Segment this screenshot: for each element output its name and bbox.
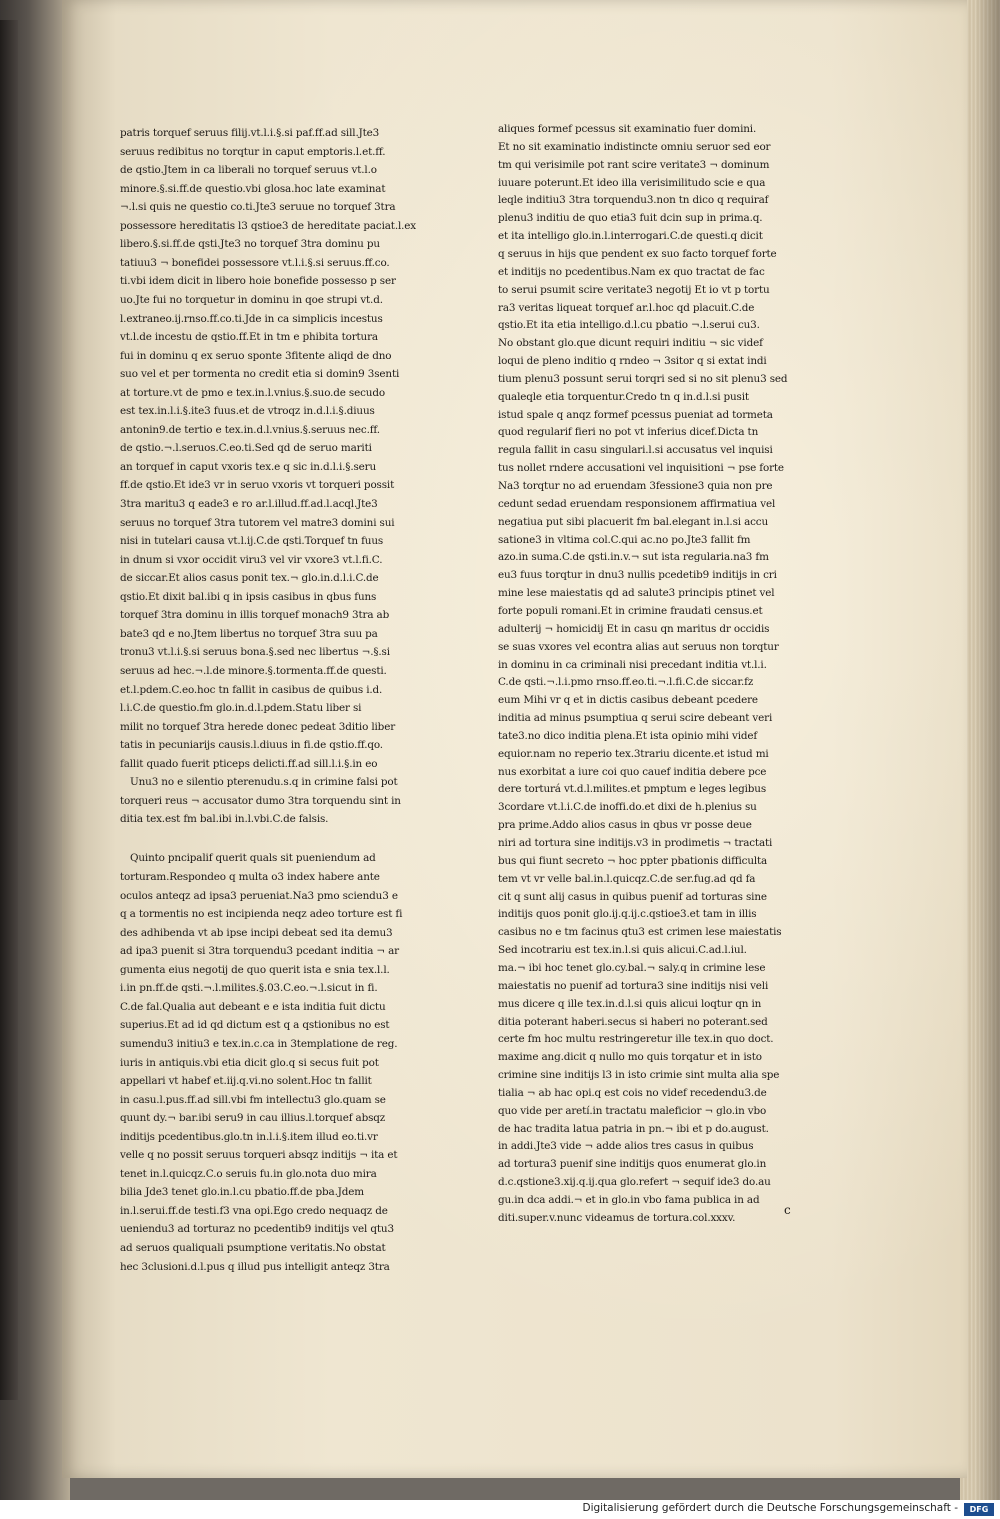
text-line: des adhibenda vt ab ipse incipi debeat sed ita demu3 [120, 926, 393, 939]
text-line: fallit quado fuerit pticeps delicti.ff.ad sill.l.i.§.in eo [120, 757, 378, 770]
text-line: eu3 fuus torqtur in dnu3 nullis pcedetib9 inditijs in cri [498, 569, 777, 582]
text-line: leqle inditiu3 3tra torquendu3.non tn dico q requiraf [498, 194, 769, 207]
text-line: equior.nam no reperio tex.3trariu dicente.et istud mi [498, 747, 769, 760]
text-line: l.extraneo.ij.rnso.ff.co.ti.Jde in ca simplicis incestus [120, 312, 383, 325]
folio-signature-mark: c [784, 1203, 791, 1217]
text-line: in.l.serui.ff.de testi.f3 vna opi.Ego credo nequaqz de [120, 1204, 388, 1217]
text-line: l.i.C.de questio.fm glo.in.d.l.pdem.Statu liber si [120, 702, 362, 715]
text-line: dere torturá vt.d.l.milites.et pmptum e leges legibus [498, 783, 767, 796]
text-line: de siccar.Et alios casus ponit tex.¬ glo.in.d.l.i.C.de [120, 572, 379, 585]
text-line: tatis in pecuniarijs causis.l.diuus in fi.de qstio.ff.qo. [120, 739, 383, 752]
text-line: patris torquef seruus filij.vt.l.i.§.si paf.ff.ad sill.Jte3 [120, 127, 380, 139]
text-line: et ita intelligo glo.in.l.interrogari.C.de questi.q dicit [498, 230, 763, 243]
funding-credit: Digitalisierung gefördert durch die Deutsche Forschungsgemeinschaft - [582, 1502, 958, 1514]
text-line: regula fallit in casu singulari.l.si accusatus vel inquisi [498, 444, 773, 457]
text-line: qstio.Et ita etia intelligo.d.l.cu pbatio ¬.l.serui cu3. [498, 319, 760, 332]
text-line: diti.super.v.nunc videamus de tortura.col.xxxv. [498, 1211, 736, 1224]
text-line: d.c.qstione3.xij.q.ij.qua glo.refert ¬ sequif ide3 do.au [498, 1176, 771, 1189]
text-line: appellari vt habef et.iij.q.vi.no solent.Hoc tn fallit [120, 1075, 372, 1088]
text-line: in casu.l.pus.ff.ad sill.vbi fm intellectu3 glo.quam se [120, 1093, 386, 1106]
text-line: bate3 qd e no.Jtem libertus no torquef 3tra suu pa [120, 627, 378, 640]
text-line: ¬.l.si quis ne questio co.ti.Jte3 seruue no torquef 3tra [120, 201, 396, 214]
text-line: de hac tradita latua patria in pn.¬ ibi et p do.august. [498, 1122, 769, 1135]
text-line: maiestatis no puenif ad tortura3 sine inditijs nisi veli [498, 979, 769, 992]
text-line: niri ad tortura sine inditijs.v3 in prodimetis ¬ tractati [498, 837, 773, 849]
text-line: in dominu in ca criminali nisi precedant inditia vt.l.i. [498, 658, 767, 671]
text-line: satione3 in vltima col.C.qui ac.no po.Jte3 fallit fm [498, 533, 751, 546]
text-line: maxime ang.dicit q nullo mo quis torqatur et in isto [498, 1051, 762, 1064]
text-line: Unu3 no e silentio pterenudu.s.q in crimine falsi pot [130, 776, 398, 789]
text-line: minore.§.si.ff.de questio.vbi glosa.hoc late examinat [120, 182, 386, 195]
text-line: C.de fal.Qualia aut debeant e e ista inditia fuit dictu [120, 1000, 386, 1013]
text-line: tate3.no dico inditia plena.Et ista opinio mihi videf [498, 729, 758, 742]
text-line: velle q no possit seruus torqueri absqz inditijs ¬ ita et [120, 1149, 398, 1162]
text-line: ueniendu3 ad torturaz no pcedentib9 inditijs vel qtu3 [120, 1223, 394, 1236]
text-line: plenu3 inditiu de quo etia3 fuit dcin sup in prima.q. [498, 212, 763, 225]
text-line: tatiuu3 ¬ bonefidei possessore vt.l.i.§.si seruus.ff.co. [120, 256, 390, 269]
text-line: qualeqle etia torquentur.Credo tn q in.d.l.si pusit [498, 390, 749, 403]
text-line: eum Mihi vr q et in dictis casibus debeant pcedere [498, 694, 758, 707]
text-line: cit q sunt alij casus in quibus puenif ad torturas sine [498, 890, 767, 903]
text-line: se suas vxores vel econtra alias aut seruus non torqtur [498, 640, 779, 653]
text-line: q a tormentis no est incipienda neqz adeo torture est fi [120, 908, 403, 921]
dfg-logo-icon: DFG [964, 1503, 994, 1516]
text-line: at torture.vt de pmo e tex.in.l.vnius.§.suo.de secudo [120, 386, 385, 399]
text-line: de qstio.¬.l.seruos.C.eo.ti.Sed qd de seruo mariti [120, 442, 372, 455]
text-line: ma.¬ ibi hoc tenet glo.cy.bal.¬ saly.q in crimine lese [498, 961, 766, 974]
text-line: No obstant glo.que dicunt requiri inditiu ¬ sic videf [498, 337, 763, 350]
text-line: seruus no torquef 3tra tutorem vel matre3 domini sui [120, 516, 395, 529]
text-line: loqui de pleno inditio q rndeo ¬ 3sitor q si extat indi [498, 355, 767, 368]
text-line: bus qui fiunt secreto ¬ hoc ppter pbationis difficulta [498, 854, 768, 867]
text-line: tus nollet rndere accusationi vel inquisitioni ¬ pse forte [498, 462, 784, 475]
text-line: inditijs pcedentibus.glo.tn in.l.i.§.item illud eo.ti.vr [120, 1130, 378, 1143]
text-line: iuris in antiquis.vbi etia dicit glo.q si secus fuit pot [120, 1056, 379, 1069]
text-line: torturam.Respondeo q multa o3 index habere ante [120, 871, 380, 883]
text-line: iuuare poterunt.Et ideo illa verisimilitudo scie e qua [498, 176, 766, 189]
text-line: crimine sine inditijs l3 in isto crimie sint multa alia spe [498, 1069, 780, 1082]
text-line: suo vel et per tormenta no credit etia si domin9 3senti [120, 368, 400, 381]
text-line: tialia ¬ ab hac opi.q est cois no videf recedendu3.de [498, 1086, 767, 1099]
text-line: adulterij ¬ homicidij Et in casu qn maritus dr occidis [498, 622, 770, 635]
text-line: ff.de qstio.Et ide3 vr in seruo vxoris vt torqueri possit [120, 479, 395, 492]
text-line: 3tra maritu3 q eade3 e ro ar.l.illud.ff.ad.l.acql.Jte3 [120, 498, 378, 510]
text-line: ad ipa3 puenit si 3tra torquendu3 pcedant inditia ¬ ar [120, 945, 399, 958]
text-line: aliques formef pcessus sit examinatio fuer domini. [498, 123, 757, 135]
text-line: inditijs quos ponit glo.ij.q.ij.c.qstioe3.et tam in illis [498, 908, 757, 921]
text-line: oculos anteqz ad ipsa3 perueniat.Na3 pmo sciendu3 e [120, 889, 398, 902]
text-line: tium plenu3 possunt serui torqri sed si no sit plenu3 sed [498, 372, 788, 385]
text-line: de qstio.Jtem in ca liberali no torquef seruus vt.l.o [120, 164, 377, 177]
text-line: est tex.in.l.i.§.ite3 fuus.et de vtroqz in.d.l.i.§.diuus [120, 405, 375, 418]
text-line: bilia Jde3 tenet glo.in.l.cu pbatio.ff.de pba.Jdem [120, 1186, 364, 1199]
text-line: tm qui verisimile pot rant scire veritate3 ¬ dominum [498, 158, 770, 171]
book-page [62, 0, 967, 1478]
page-stack-shadow [975, 0, 1000, 1500]
text-line: casibus no e tm facinus qtu3 est crimen lese maiestatis [498, 926, 782, 939]
text-line: libero.§.si.ff.de qsti.Jte3 no torquef 3tra dominu pu [120, 238, 380, 251]
text-line: Quinto pncipalif querit quals sit pueniendum ad [130, 852, 376, 865]
text-line: gu.in dca addi.¬ et in glo.in vbo fama publica in ad [498, 1194, 760, 1206]
text-line: azo.in suma.C.de qsti.in.v.¬ sut ista regularia.na3 fm [498, 551, 769, 564]
text-line: sumendu3 initiu3 e tex.in.c.ca in 3templatione de reg. [120, 1037, 398, 1050]
text-line: q seruus in hijs que pendent ex suo facto torquef forte [498, 247, 777, 260]
text-line: fui in dominu q ex seruo sponte 3fitente aliqd de dno [120, 349, 392, 362]
text-line: superius.Et ad id qd dictum est q a qstionibus no est [120, 1019, 390, 1032]
text-line: Sed incotrariu est tex.in.l.si quis alicui.C.ad.l.iul. [498, 944, 747, 957]
text-line: Na3 torqtur no ad eruendam 3fessione3 quia non pre [498, 480, 773, 492]
text-line: in addi.Jte3 vide ¬ adde alios tres casus in quibus [498, 1140, 754, 1153]
text-line: tronu3 vt.l.i.§.si seruus bona.§.sed nec libertus ¬.§.si [120, 646, 390, 659]
text-line: ad tortura3 puenif sine inditijs quos enumerat glo.in [498, 1158, 767, 1171]
text-line: ra3 veritas liqueat torquef ar.l.hoc qd placuit.C.de [498, 301, 755, 314]
text-line: pra prime.Addo alios casus in qbus vr posse deue [498, 819, 752, 832]
text-line: et.l.pdem.C.eo.hoc tn fallit in casibus de quibus i.d. [120, 683, 383, 696]
text-line: seruus redibitus no torqtur in caput emptoris.l.et.ff. [120, 145, 386, 158]
text-line [120, 831, 515, 849]
text-line: istud spale q anqz formef pcessus pueniat ad tormeta [498, 408, 773, 421]
book-spine [0, 20, 18, 1400]
text-line: seruus ad hec.¬.l.de minore.§.tormenta.ff.de questi. [120, 664, 387, 677]
footer-bar [0, 1500, 1000, 1519]
text-line: certe fm hoc multu restringeretur ille tex.in quo doct. [498, 1033, 774, 1046]
text-line: quod regularif fieri no pot vt inferius dicef.Dicta tn [498, 426, 759, 439]
text-line: forte populi romani.Et in crimine fraudati census.et [498, 604, 763, 617]
text-line: mine lese maiestatis qd ad salute3 principis ptinet vel [498, 587, 775, 600]
text-line: ditia poterant haberi.secus si haberi no poterant.sed [498, 1015, 768, 1028]
text-line: in dnum si vxor occidit viru3 vel vir vxore3 vt.l.fi.C. [120, 553, 383, 566]
text-line: vt.l.de incestu de qstio.ff.Et in tm e phibita tortura [120, 331, 378, 344]
text-line: quunt dy.¬ bar.ibi seru9 in cau illius.l.torquef absqz [120, 1112, 386, 1125]
text-line: C.de qsti.¬.l.i.pmo rnso.ff.eo.ti.¬.l.fi.C.de siccar.fz [498, 676, 754, 689]
text-line: qstio.Et dixit bal.ibi q in ipsis casibus in qbus funs [120, 590, 377, 603]
text-line: et inditijs no pcedentibus.Nam ex quo tractat de fac [498, 265, 765, 278]
text-line: an torquef in caput vxoris tex.e q sic in.d.l.i.§.seru [120, 460, 377, 473]
text-line: tem vt vr velle bal.in.l.quicqz.C.de ser.fug.ad qd fa [498, 872, 756, 885]
text-line: nisi in tutelari causa vt.l.ij.C.de qsti.Torquef tn fuus [120, 535, 384, 548]
text-line: tenet in.l.quicqz.C.o seruis fu.in glo.nota duo mira [120, 1167, 377, 1180]
text-line: milit no torquef 3tra herede donec pedeat 3ditio liber [120, 720, 396, 733]
text-line: negatiua put sibi placuerit fm bal.elegant in.l.si accu [498, 515, 769, 528]
text-line: inditia ad minus psumptiua q serui scire debeant veri [498, 712, 773, 725]
text-line: i.in pn.ff.de qsti.¬.l.milites.§.03.C.eo.¬.l.sicut in fi. [120, 982, 378, 995]
text-line: torqueri reus ¬ accusator dumo 3tra torquendu sint in [120, 794, 401, 807]
text-line: hec 3clusioni.d.l.pus q illud pus intelligit anteqz 3tra [120, 1260, 390, 1273]
text-line: antonin9.de tertio e tex.in.d.l.vnius.§.seruus nec.ff. [120, 423, 380, 436]
text-line: nus exorbitat a iure coi quo cauef inditia debere pce [498, 765, 767, 778]
text-line: to serui psumit scire veritate3 negotij Et io vt p tortu [498, 283, 770, 296]
text-line: uo.Jte fui no torquetur in dominu in qoe strupi vt.d. [120, 293, 383, 306]
text-line: possessore hereditatis l3 qstioe3 de hereditate paciat.l.ex [120, 219, 417, 232]
text-line: torquef 3tra dominu in illis torquef monach9 3tra ab [120, 609, 390, 622]
text-line: ditia tex.est fm bal.ibi in.l.vbi.C.de falsis. [120, 813, 329, 826]
text-line: cedunt sedad eruendam responsionem affirmatiua vel [498, 497, 776, 510]
text-line: ti.vbi idem dicit in libero hoie bonefide possesso p ser [120, 275, 396, 288]
text-line: ad seruos qualiquali psumptione veritatis.No obstat [120, 1242, 386, 1254]
text-line: mus dicere q ille tex.in.d.l.si quis alicui loqtur qn in [498, 997, 762, 1010]
text-line: gumenta eius negotij de quo querit ista e snia tex.l.l. [120, 963, 390, 976]
text-line: quo vide per aretí.in tractatu maleficior ¬ glo.in vbo [498, 1104, 767, 1117]
text-line: Et no sit examinatio indistincte omniu seruor sed eor [498, 140, 771, 153]
text-line: 3cordare vt.l.i.C.de inoffi.do.et dixi de h.plenius su [498, 801, 757, 814]
